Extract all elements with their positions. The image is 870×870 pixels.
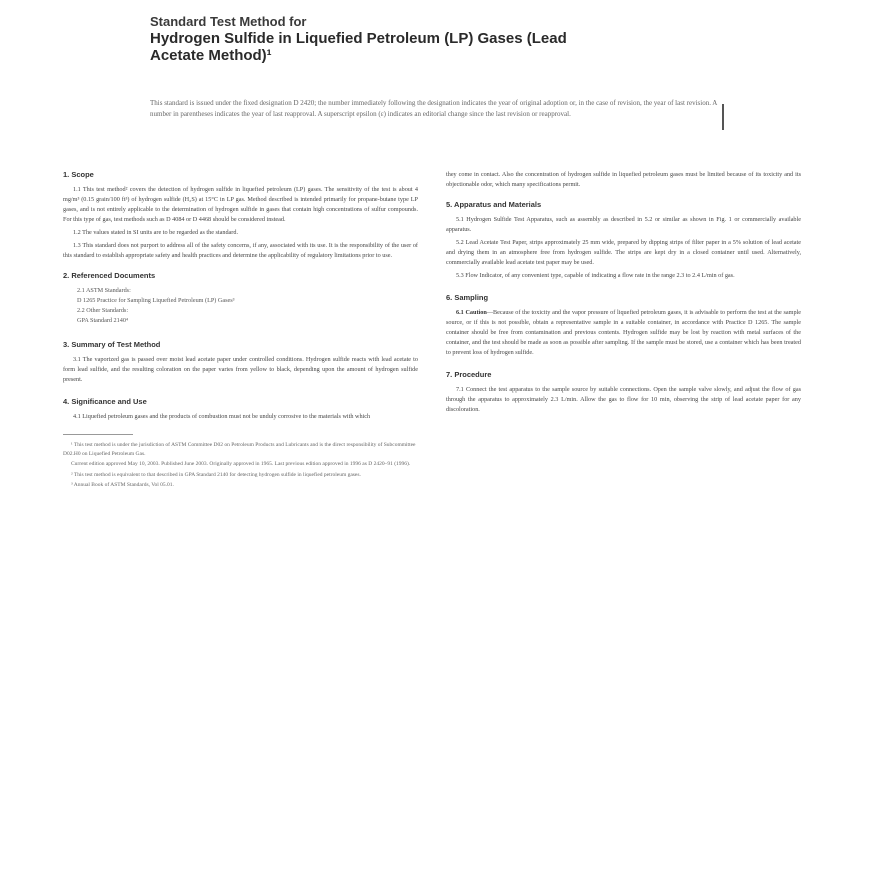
- paragraph: [446, 308, 801, 358]
- footnote: ³ Annual Book of ASTM Standards, Vol 05.01.: [71, 482, 174, 488]
- title-main-line2: Acetate Method)¹: [150, 47, 272, 64]
- caution-label: 6.1 Caution: [456, 309, 487, 316]
- section-heading-significance: 4. Significance and Use: [63, 397, 147, 406]
- section-heading-referenced-documents: 2. Referenced Documents: [63, 271, 156, 280]
- paragraph: 1.1 This test method² covers the detection of hydrogen sulfide in liquefied petroleum (LP) gases. The sensitivity of the test is about 4 mg/m³ (0.15 grain/100 ft³) of hydrogen sulfide (H₂S) at 15°C in LP gas. Method described is intended primarily for propane-butane type LP gases, and is not entirely applicable to the determination of hydrogen sulfide in gases that contain high concentrations of sulfur compounds. For this type of gas, test methods such as D 4084 or D 4468 should be considered instead.: [63, 186, 418, 223]
- paragraph: 7.1 Connect the test apparatus to the sample source by suitable connections. Open the sample valve slowly, and adjust the flow of gas through the apparatus to approximately 2.3 L/min. Allow the gas to flow for 10 min, observing the strip of lead acetate paper for any discoloration.: [446, 386, 801, 413]
- section-heading-scope: 1. Scope: [63, 170, 94, 179]
- footnote-divider: [63, 434, 133, 435]
- footnote: Current edition approved May 10, 2003. Published June 2003. Originally approved in 1965. Last previous edition approved in 1996 as D 2420–91 (1996).: [71, 461, 411, 467]
- reference-item: GPA Standard 2140⁴: [77, 317, 129, 324]
- section-heading-apparatus: 5. Apparatus and Materials: [446, 200, 542, 209]
- section-heading-procedure: 7. Procedure: [446, 370, 492, 379]
- paragraph: 1.2 The values stated in SI units are to be regarded as the standard.: [73, 229, 239, 236]
- paragraph: 1.3 This standard does not purport to address all of the safety concerns, if any, associated with its use. It is the responsibility of the user of this standard to establish appropriate safety and health practices and determine the applicability of regulatory limitations prior to use.: [63, 242, 418, 259]
- standard-designation-note: This standard is issued under the fixed designation D 2420; the number immediately following the designation indicates the year of original adoption or, in the case of revision, the year of last revision. A number in parentheses indicates the year of last reapproval. A superscript epsilon (ε) indicates an editorial change since the last revision or reapproval.: [150, 99, 717, 118]
- section-heading-sampling: 6. Sampling: [446, 293, 489, 302]
- reference-item: 2.1 ASTM Standards:: [77, 287, 131, 294]
- left-column: [63, 170, 418, 492]
- title-block: [150, 14, 750, 64]
- paragraph: 4.1 Liquefied petroleum gases and the products of combustion must not be unduly corrosive to the materials with which: [73, 413, 371, 420]
- reference-item: 2.2 Other Standards:: [77, 307, 129, 314]
- revision-bar: [722, 104, 724, 130]
- caution-text: —Because of the toxicity and the vapor pressure of liquefied petroleum gases, it is advisable to perform the test at the sample source, or if this is not possible, obtain a representative sample in a suitable container, in accordance with Practice D 1265. The sample container should be free from contamination and previous contents. Hydrogen sulfide may be lost by reaction with metal surfaces of the container, and the test should be made as soon as possible after sampling. If the sample must be stored, use a container which has been treated to prevent loss of hydrogen sulfide.: [446, 309, 802, 356]
- paragraph: they come in contact. Also the concentration of hydrogen sulfide in liquefied petroleum gases must be limited because of its toxicity and its objectionable odor, which many specifications permit.: [446, 171, 801, 188]
- title-designation: Standard Test Method for: [150, 14, 307, 29]
- title-main-line1: Hydrogen Sulfide in Liquefied Petroleum (LP) Gases (Lead: [150, 30, 567, 47]
- right-column: [446, 170, 801, 418]
- footnote: ¹ This test method is under the jurisdiction of ASTM Committee D02 on Petroleum Products and Lubricants and is the direct responsibility of Subcommittee D02.H0 on Liquefied Petroleum Gas.: [63, 442, 416, 457]
- paragraph: 5.1 Hydrogen Sulfide Test Apparatus, such as assembly as described in 5.2 or similar as shown in Fig. 1 or commercially available apparatus.: [446, 216, 801, 233]
- section-heading-summary: 3. Summary of Test Method: [63, 340, 161, 349]
- paragraph: 5.2 Lead Acetate Test Paper, strips approximately 25 mm wide, prepared by dipping strips of filter paper in a 5% solution of lead acetate and drying them in an atmosphere free from hydrogen sulfide. The strips are kept dry in a closed container until used. Alternatively, commercially available lead acetate test paper may be used.: [446, 239, 801, 266]
- paragraph: 3.1 The vaporized gas is passed over moist lead acetate paper under controlled conditions. Hydrogen sulfide reacts with lead acetate to form lead sulfide, and the resulting coloration on the paper varies from yellow to black, depending upon the amount of hydrogen sulfide present.: [63, 356, 418, 383]
- footnote: ² This test method is equivalent to that described in GPA Standard 2140 for detecting hydrogen sulfide in liquefied petroleum gases.: [71, 471, 361, 478]
- reference-item: D 1265 Practice for Sampling Liquefied Petroleum (LP) Gases³: [77, 297, 235, 304]
- paragraph: 5.3 Flow Indicator, of any convenient type, capable of indicating a flow rate in the range 2.3 to 2.4 L/min of gas.: [456, 272, 735, 279]
